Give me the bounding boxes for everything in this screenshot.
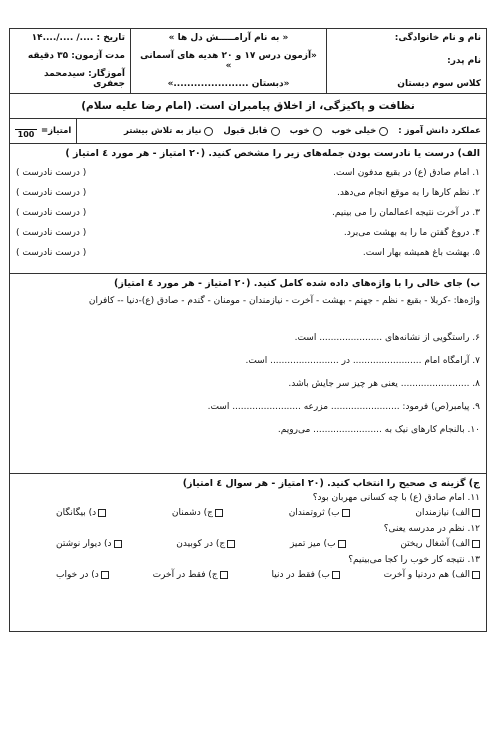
blank-item-10[interactable]: ۱۰. بالنجام کارهای نیک به ........................ می‌رویم. [277, 425, 480, 435]
radio-icon [271, 127, 280, 136]
option-11-b[interactable]: ب) ثروتمندان [289, 503, 350, 524]
option-11-a[interactable]: الف) نیازمندان [415, 503, 480, 524]
score-total: 100 [17, 130, 35, 139]
score-box[interactable] [15, 119, 77, 143]
checkbox-icon [342, 509, 350, 517]
tf-choice-3[interactable]: ( درست نادرست ) [16, 208, 87, 218]
option-12-b[interactable]: ب) میز تمیز [290, 534, 346, 555]
section-true-false [9, 144, 487, 274]
radio-icon [313, 127, 322, 136]
exam-meta [10, 29, 130, 93]
question-13: ۱۳. نتیجه کار خوب را کجا می‌بینیم؟ [348, 555, 480, 565]
score-fraction [15, 123, 37, 139]
blank-item-6[interactable]: ۶. راستگویی از نشانه‌های ...................... است. [294, 333, 480, 343]
blank-item-9[interactable]: ۹. پیامبر(ص) فرمود: ........................ مزرعه ........................ است. [207, 402, 480, 412]
word-bank: واژه‌ها: -کربلا - بقیع - نظم - جهنم - بهشت - آخرت - نیازمندان - مومنان - گندم - صادق (ع)-دنیا -- کافران [88, 296, 480, 306]
exam-page [9, 28, 487, 632]
checkbox-icon [101, 571, 109, 579]
school-name: «دبستان ......................» [167, 79, 290, 89]
class-name: کلاس سوم دبستان [397, 79, 481, 89]
option-13-b[interactable]: ب) فقط در دنیا [272, 565, 340, 586]
section-b-title: ب) جای خالی را با واژه‌های داده شده کامل کنید. (۲۰ امتیاز - هر مورد ٤ امتیاز) [114, 278, 480, 289]
teacher-name: آموزگار: سیدمحمد جعفری [43, 69, 125, 89]
grade-option-2[interactable]: خوب [290, 126, 322, 136]
checkbox-icon [332, 571, 340, 579]
options-12 [16, 534, 480, 555]
tf-row-2: ۲. نظم کارها را به موقع انجام می‌دهد. ( درست نادرست ) [16, 183, 480, 203]
grade-bar [9, 119, 487, 144]
option-13-a[interactable]: الف) هم دردنیا و آخرت [384, 565, 480, 586]
checkbox-icon [215, 509, 223, 517]
checkbox-icon [472, 571, 480, 579]
tf-row-4: ۴. دروغ گفتن ما را به بهشت می‌برد. ( درست نادرست ) [16, 223, 480, 243]
option-12-a[interactable]: الف) آشغال ریختن [400, 534, 480, 555]
option-11-d[interactable]: د) بیگانگان [56, 503, 106, 524]
option-11-c[interactable]: ج) دشمنان [172, 503, 223, 524]
blank-item-8[interactable]: ۸. ........................ یعنی هر چیز سر جایش باشد. [288, 379, 480, 389]
tf-choice-1[interactable]: ( درست نادرست ) [16, 168, 87, 178]
options-11 [16, 503, 480, 524]
checkbox-icon [472, 540, 480, 548]
exam-duration: مدت آزمون: ۳۵ دقیقه [27, 51, 125, 61]
checkbox-icon [220, 571, 228, 579]
tf-row-1: ۱. امام صادق (ع) در بقیع مدفون است. ( درست نادرست ) [16, 163, 480, 183]
grade-option-1[interactable]: خیلی خوب [332, 126, 389, 136]
radio-icon [379, 127, 388, 136]
tf-row-3: ۳. در آخرت نتیجه اعمالمان را می بینیم. ( درست نادرست ) [16, 203, 480, 223]
question-12: ۱۲. نظم در مدرسه یعنی؟ [383, 524, 480, 534]
option-13-c[interactable]: ج) فقط در آخرت [153, 565, 228, 586]
exam-title: «آزمون درس ۱۷ و ۲۰ هدیه های آسمانی » [140, 51, 317, 71]
section-c-title: ج) گزینه ی صحیح را انتخاب کنید. (۲۰ امتیاز - هر سوال ٤ امتیاز) [182, 478, 480, 489]
option-12-d[interactable]: د) دیوار نوشتن [56, 534, 122, 555]
exam-header [9, 28, 487, 94]
student-info [326, 29, 486, 93]
blank-item-7[interactable]: ۷. آرامگاه امام ........................ در ........................ است. [245, 356, 480, 366]
option-13-d[interactable]: د) در خواب [56, 565, 109, 586]
tf-choice-5[interactable]: ( درست نادرست ) [16, 248, 87, 258]
bismillah: « به نام آرامـــــش دل ها » [168, 33, 289, 43]
section-multiple-choice [9, 474, 487, 632]
exam-date: تاریخ : ..../ ..../....۱۴ [31, 33, 125, 43]
father-name-field[interactable]: نام پدر: [447, 56, 481, 66]
score-label: امتیاز= [41, 126, 72, 136]
section-fill-blank [9, 274, 487, 474]
options-13 [16, 565, 480, 586]
tf-choice-4[interactable]: ( درست نادرست ) [16, 228, 87, 238]
grade-option-4[interactable]: نیاز به تلاش بیشتر [124, 126, 213, 136]
checkbox-icon [114, 540, 122, 548]
option-12-c[interactable]: ج) در کوبیدن [176, 534, 235, 555]
checkbox-icon [338, 540, 346, 548]
checkbox-icon [472, 509, 480, 517]
motto: نظافت و پاکیزگی، از اخلاق پیامبران است. (امام رضا علیه سلام) [9, 94, 487, 119]
grade-option-3[interactable]: قابل قبول [223, 126, 279, 136]
tf-choice-2[interactable]: ( درست نادرست ) [16, 188, 87, 198]
section-a-title: الف) درست یا نادرست بودن جمله‌های زیر را مشخص کنید. (۲۰ امتیاز - هر مورد ٤ امتیاز ) [65, 148, 480, 159]
checkbox-icon [98, 509, 106, 517]
exam-title-block [130, 29, 326, 93]
radio-icon [204, 127, 213, 136]
grade-label: عملکرد دانش آموز : [398, 126, 481, 136]
tf-row-5: ۵. بهشت باغ همیشه بهار است. ( درست نادرست ) [16, 243, 480, 263]
checkbox-icon [227, 540, 235, 548]
question-11: ۱۱. امام صادق (ع) با چه کسانی مهربان بود؟ [312, 493, 480, 503]
student-name-field[interactable]: نام و نام خانوادگی: [394, 33, 481, 43]
